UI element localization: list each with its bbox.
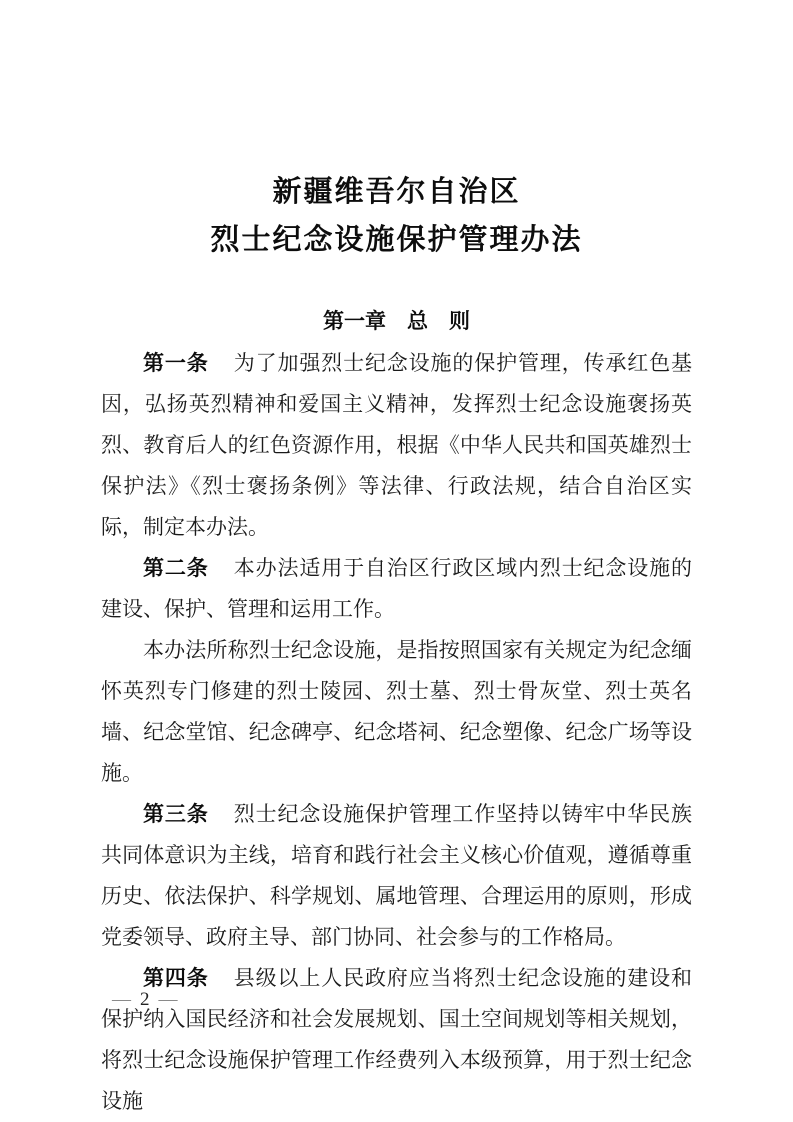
document-title-line-2: 烈士纪念设施保护管理办法 — [210, 224, 583, 256]
article-3-text: 烈士纪念设施保护管理工作坚持以铸牢中华民族共同体意识为主线，培育和践行社会主义核心价值观，遵循尊重历史、依法保护、科学规划、属地管理、合理运用的原则，形成党委领导、政府主导、部门协同、社会参与的工作格局。 — [101, 802, 693, 949]
article-4-label: 第四条 — [143, 967, 209, 990]
article-1-text: 为了加强烈士纪念设施的保护管理，传承红色基因，弘扬英烈精神和爱国主义精神，发挥烈士纪念设施褒扬英烈、教育后人的红色资源作用，根据《中华人民共和国英雄烈士保护法》《烈士褒扬条例》等法律、行政法规，结合自治区实际，制定本办法。 — [101, 351, 693, 539]
page-number — [112, 986, 178, 1014]
chapter-heading: 第一章 总 则 — [323, 310, 470, 333]
article-paragraph-4 — [101, 958, 692, 1122]
page-number-dash-right: — — [158, 989, 178, 1010]
article-paragraph-3 — [101, 794, 692, 958]
article-paragraph-1 — [101, 343, 692, 548]
article-2b-text: 本办法所称烈士纪念设施，是指按照国家有关规定为纪念缅怀英烈专门修建的烈士陵园、烈士墓、烈士骨灰堂、烈士英名墙、纪念堂馆、纪念碑亭、纪念塔祠、纪念塑像、纪念广场等设施。 — [101, 638, 692, 785]
article-1-label: 第一条 — [143, 352, 209, 375]
article-2-text: 本办法适用于自治区行政区域内烈士纪念设施的建设、保护、管理和运用工作。 — [101, 556, 693, 621]
article-3-label: 第三条 — [143, 803, 209, 826]
article-2-label: 第二条 — [143, 557, 209, 580]
article-4-text: 县级以上人民政府应当将烈士纪念设施的建设和保护纳入国民经济和社会发展规划、国土空间规划等相关规划，将烈士纪念设施保护管理工作经费列入本级预算，用于烈士纪念设施 — [101, 966, 693, 1113]
document-title — [0, 0, 793, 264]
document-title-line-1: 新疆维吾尔自治区 — [272, 176, 521, 208]
page-number-value: 2 — [140, 989, 150, 1010]
article-paragraph-2 — [101, 548, 692, 630]
page-number-dash-left: — — [112, 989, 131, 1010]
article-paragraph-2-continued — [101, 630, 692, 794]
